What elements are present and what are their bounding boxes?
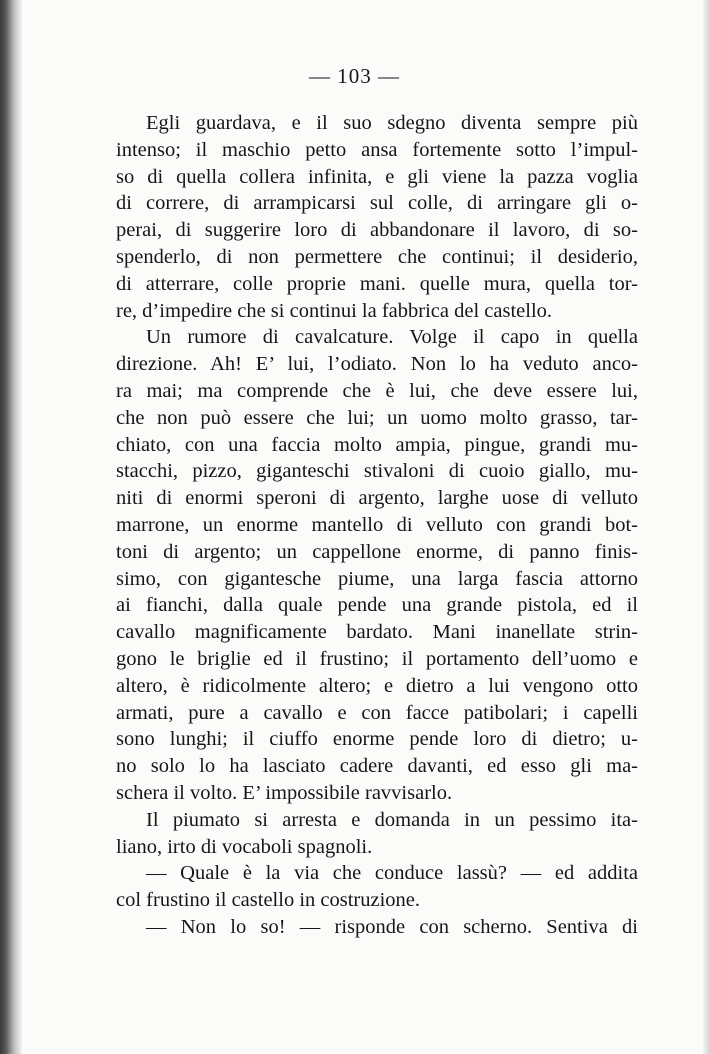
book-spine-shadow xyxy=(0,0,22,1054)
text-line: sono lunghi; il ciuffo enorme pende loro di dietro; u- xyxy=(116,728,638,751)
text-line: direzione. Ah! E’ lui, l’odiato. Non lo ha veduto anco- xyxy=(116,353,638,376)
page-edge xyxy=(703,0,709,1054)
text-line: — Quale è la via che conduce lassù? — ed addita xyxy=(146,862,638,885)
text-line: so di quella collera infinita, e gli viene la pazza voglia xyxy=(116,165,638,188)
text-line: niti di enormi speroni di argento, larghe uose di velluto xyxy=(116,487,638,510)
text-line: intenso; il maschio petto ansa fortemente sotto l’impul- xyxy=(116,138,638,161)
text-line: cavallo magnificamente bardato. Mani inanellate strin- xyxy=(116,621,638,644)
text-line: toni di argento; un cappellone enorme, di panno finis- xyxy=(116,540,638,563)
text-line: col frustino il castello in costruzione. xyxy=(116,889,421,912)
text-line: marrone, un enorme mantello di velluto con grandi bot- xyxy=(116,513,638,536)
text-line: — Non lo so! — risponde con scherno. Sentiva di xyxy=(146,915,638,938)
text-line: liano, irto di vocaboli spagnoli. xyxy=(116,835,373,858)
text-line: armati, pure a cavallo e con facce patibolari; i capelli xyxy=(116,701,638,724)
text-line: di correre, di arrampicarsi sul colle, di arringare gli o- xyxy=(116,192,638,215)
text-line: stacchi, pizzo, giganteschi stivaloni di cuoio giallo, mu- xyxy=(116,460,638,483)
text-line: Egli guardava, e il suo sdegno diventa sempre più xyxy=(146,112,638,134)
text-line: Il piumato si arresta e domanda in un pessimo ita- xyxy=(146,808,638,831)
text-line: ai fianchi, dalla quale pende una grande pistola, ed il xyxy=(116,594,638,617)
text-line: spenderlo, di non permettere che continui; il desiderio, xyxy=(116,245,638,268)
text-line: ra mai; ma comprende che è lui, che deve essere lui, xyxy=(116,379,638,402)
text-line: che non può essere che lui; un uomo molto grasso, tar- xyxy=(116,406,638,429)
text-line: chiato, con una faccia molto ampia, pingue, grandi mu- xyxy=(116,433,638,456)
text-line: altero, è ridicolmente altero; e dietro a lui vengono otto xyxy=(116,674,638,697)
text-line: no solo lo ha lasciato cadere davanti, ed esso gli ma- xyxy=(116,755,638,778)
text-line: simo, con gigantesche piume, una larga fascia attorno xyxy=(116,567,638,590)
page-number: — 103 — xyxy=(309,64,400,88)
body-text xyxy=(116,110,638,941)
text-line: perai, di suggerire loro di abbandonare il lavoro, di so- xyxy=(116,219,638,242)
text-line: schera il volto. E’ impossibile ravvisarlo. xyxy=(116,781,453,804)
text-line: gono le briglie ed il frustino; il portamento dell’uomo e xyxy=(116,647,638,670)
text-line: re, d’impedire che si continui la fabbrica del castello. xyxy=(116,299,553,322)
text-line: di atterrare, colle proprie mani. quelle mura, quella tor- xyxy=(116,272,638,295)
text-line: Un rumore di cavalcature. Volge il capo in quella xyxy=(146,326,638,349)
